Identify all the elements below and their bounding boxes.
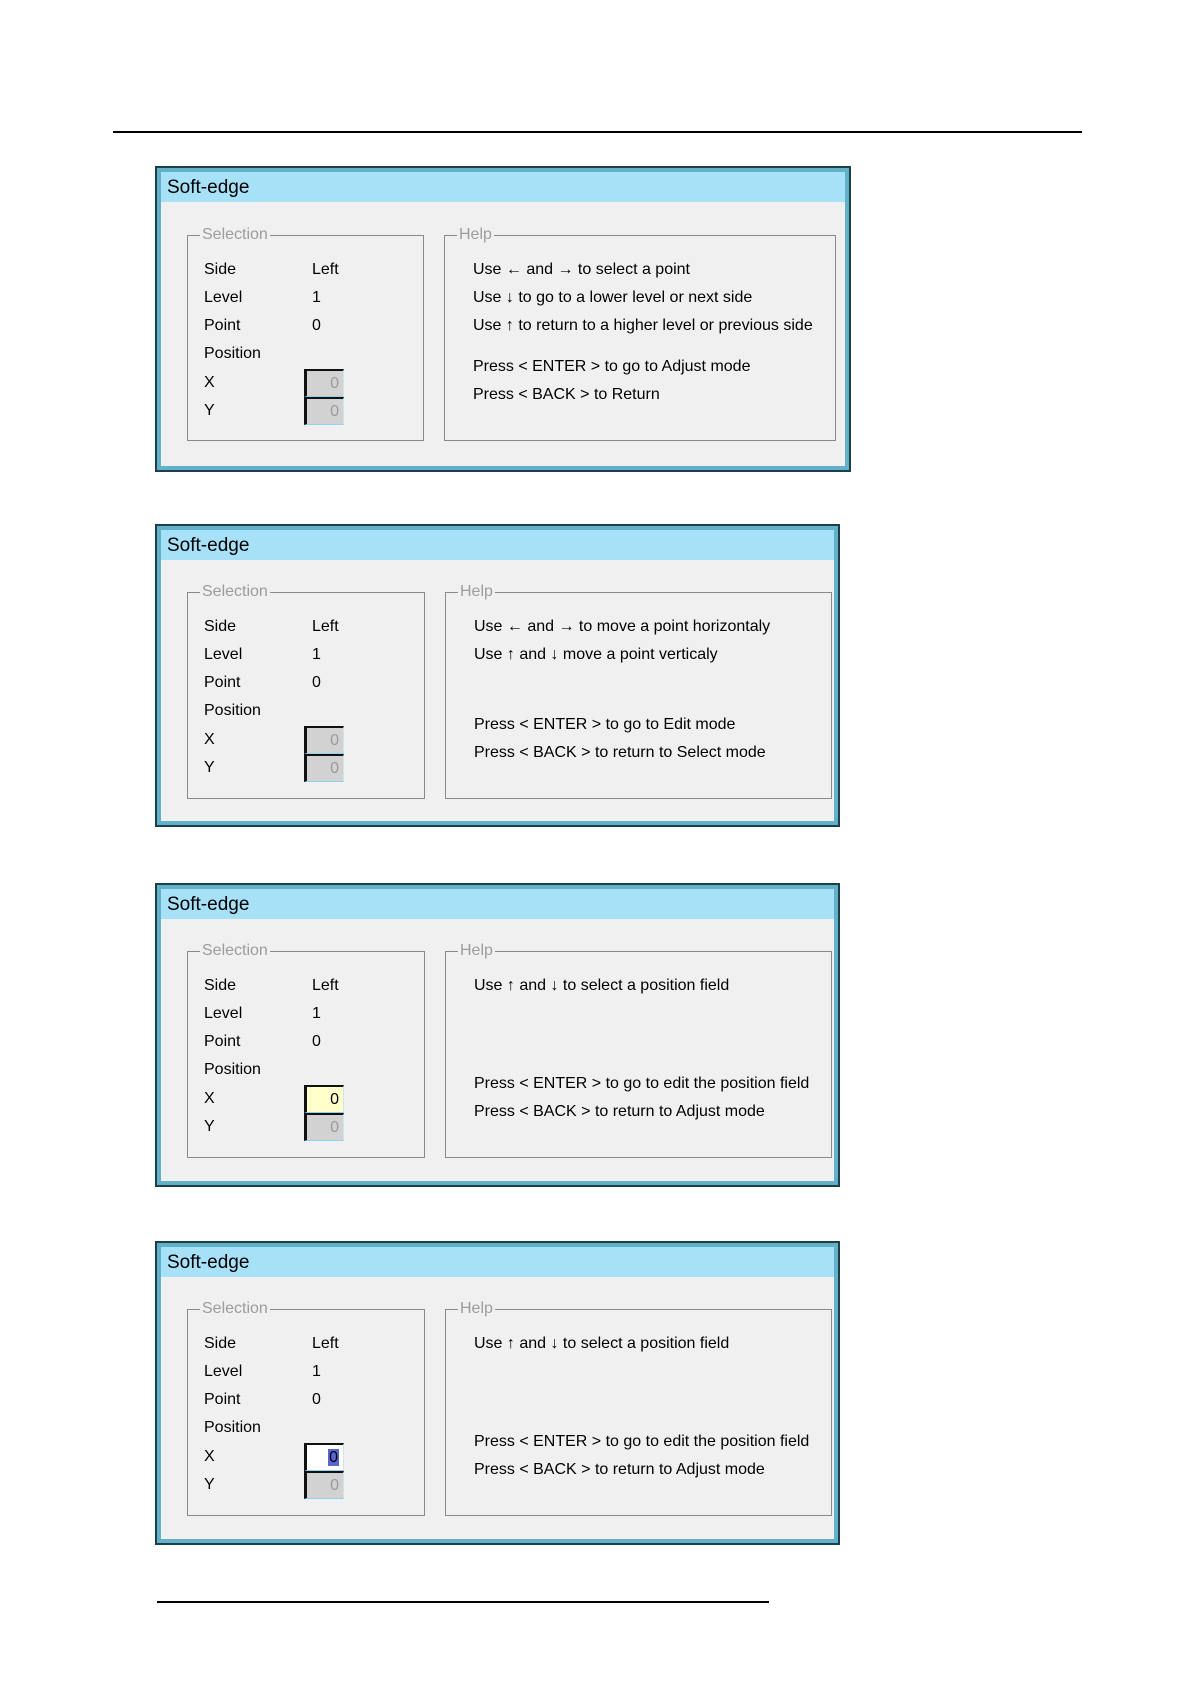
position-label: Position	[204, 345, 261, 362]
selection-legend: Selection	[202, 226, 268, 243]
help-press-back: Press < BACK > to return to Select mode	[474, 744, 766, 761]
x-label: X	[204, 374, 215, 391]
y-position-field[interactable]	[304, 754, 344, 782]
level-value: 1	[312, 1363, 321, 1380]
help-line: Use ← and → to select a point	[473, 261, 690, 278]
y-position-field[interactable]	[304, 397, 344, 425]
help-legend: Help	[459, 226, 492, 243]
help-legend: Help	[460, 583, 493, 600]
help-group	[444, 226, 836, 441]
level-value: 1	[312, 1005, 321, 1022]
point-label: Point	[204, 1391, 241, 1408]
help-group	[445, 583, 832, 799]
position-label: Position	[204, 702, 261, 719]
y-position-value: 0	[330, 403, 339, 420]
point-value: 0	[312, 1033, 321, 1050]
help-line: Use ↑ and ↓ move a point verticaly	[474, 646, 718, 663]
y-position-value: 0	[330, 760, 339, 777]
y-label: Y	[204, 1476, 215, 1493]
selection-legend: Selection	[202, 1300, 268, 1317]
position-label: Position	[204, 1419, 261, 1436]
point-label: Point	[204, 674, 241, 691]
side-value: Left	[312, 977, 339, 994]
position-label: Position	[204, 1061, 261, 1078]
soft-edge-dialog-select	[157, 168, 849, 470]
help-press-back: Press < BACK > to Return	[473, 386, 660, 403]
dialog-title: Soft-edge	[161, 889, 834, 919]
x-position-value: 0	[330, 1091, 339, 1108]
x-position-field[interactable]	[304, 1443, 344, 1471]
side-value: Left	[312, 1335, 339, 1352]
level-label: Level	[204, 1363, 243, 1380]
help-press-back: Press < BACK > to return to Adjust mode	[474, 1103, 765, 1120]
page-header-rule	[113, 131, 1082, 133]
level-label: Level	[204, 1005, 243, 1022]
point-label: Point	[204, 1033, 241, 1050]
help-legend: Help	[460, 1300, 493, 1317]
side-label: Side	[204, 1335, 237, 1352]
help-line: Use ↑ and ↓ to select a position field	[474, 1335, 730, 1352]
point-value: 0	[312, 1391, 321, 1408]
selection-group	[187, 1300, 425, 1516]
soft-edge-dialog-field-select	[157, 885, 838, 1185]
side-value: Left	[312, 261, 339, 278]
help-group	[445, 1300, 832, 1516]
selection-legend: Selection	[202, 942, 268, 959]
help-line: Use ← and → to move a point horizontaly	[474, 618, 771, 635]
level-value: 1	[312, 646, 321, 663]
help-press-enter: Press < ENTER > to go to Adjust mode	[473, 358, 751, 375]
help-press-enter: Press < ENTER > to go to edit the position field	[474, 1433, 810, 1450]
side-value: Left	[312, 618, 339, 635]
x-position-value: 0	[330, 375, 339, 392]
y-position-value: 0	[330, 1477, 339, 1494]
dialog-title: Soft-edge	[161, 172, 845, 202]
x-position-field[interactable]	[304, 369, 344, 397]
point-value: 0	[312, 317, 321, 334]
help-press-back: Press < BACK > to return to Adjust mode	[474, 1461, 765, 1478]
soft-edge-dialog-field-edit	[157, 1243, 838, 1543]
y-position-field[interactable]	[304, 1471, 344, 1499]
y-position-value: 0	[330, 1119, 339, 1136]
x-position-value: 0	[330, 732, 339, 749]
y-label: Y	[204, 402, 215, 419]
selection-legend: Selection	[202, 583, 268, 600]
help-press-enter: Press < ENTER > to go to edit the position field	[474, 1075, 810, 1092]
help-legend: Help	[460, 942, 493, 959]
x-label: X	[204, 1448, 215, 1465]
dialog-title: Soft-edge	[161, 1247, 834, 1277]
help-group	[445, 942, 832, 1158]
x-label: X	[204, 731, 215, 748]
help-line: Use ↑ to return to a higher level or previous side	[473, 317, 813, 334]
level-label: Level	[204, 289, 243, 306]
soft-edge-dialog-adjust	[157, 526, 838, 825]
y-label: Y	[204, 1118, 215, 1135]
help-press-enter: Press < ENTER > to go to Edit mode	[474, 716, 736, 733]
level-value: 1	[312, 289, 321, 306]
point-value: 0	[312, 674, 321, 691]
help-line: Use ↓ to go to a lower level or next side	[473, 289, 753, 306]
x-position-field[interactable]	[304, 726, 344, 754]
y-position-field[interactable]	[304, 1113, 344, 1141]
side-label: Side	[204, 977, 237, 994]
point-label: Point	[204, 317, 241, 334]
x-label: X	[204, 1090, 215, 1107]
selection-group	[187, 583, 425, 799]
page-footer-rule	[157, 1601, 769, 1603]
side-label: Side	[204, 618, 237, 635]
selection-group	[187, 942, 425, 1158]
level-label: Level	[204, 646, 243, 663]
x-position-selected-text: 0	[329, 1449, 338, 1466]
help-line: Use ↑ and ↓ to select a position field	[474, 977, 730, 994]
x-position-field[interactable]	[304, 1085, 344, 1113]
selection-group	[187, 226, 424, 441]
side-label: Side	[204, 261, 237, 278]
y-label: Y	[204, 759, 215, 776]
dialog-title: Soft-edge	[161, 530, 834, 560]
